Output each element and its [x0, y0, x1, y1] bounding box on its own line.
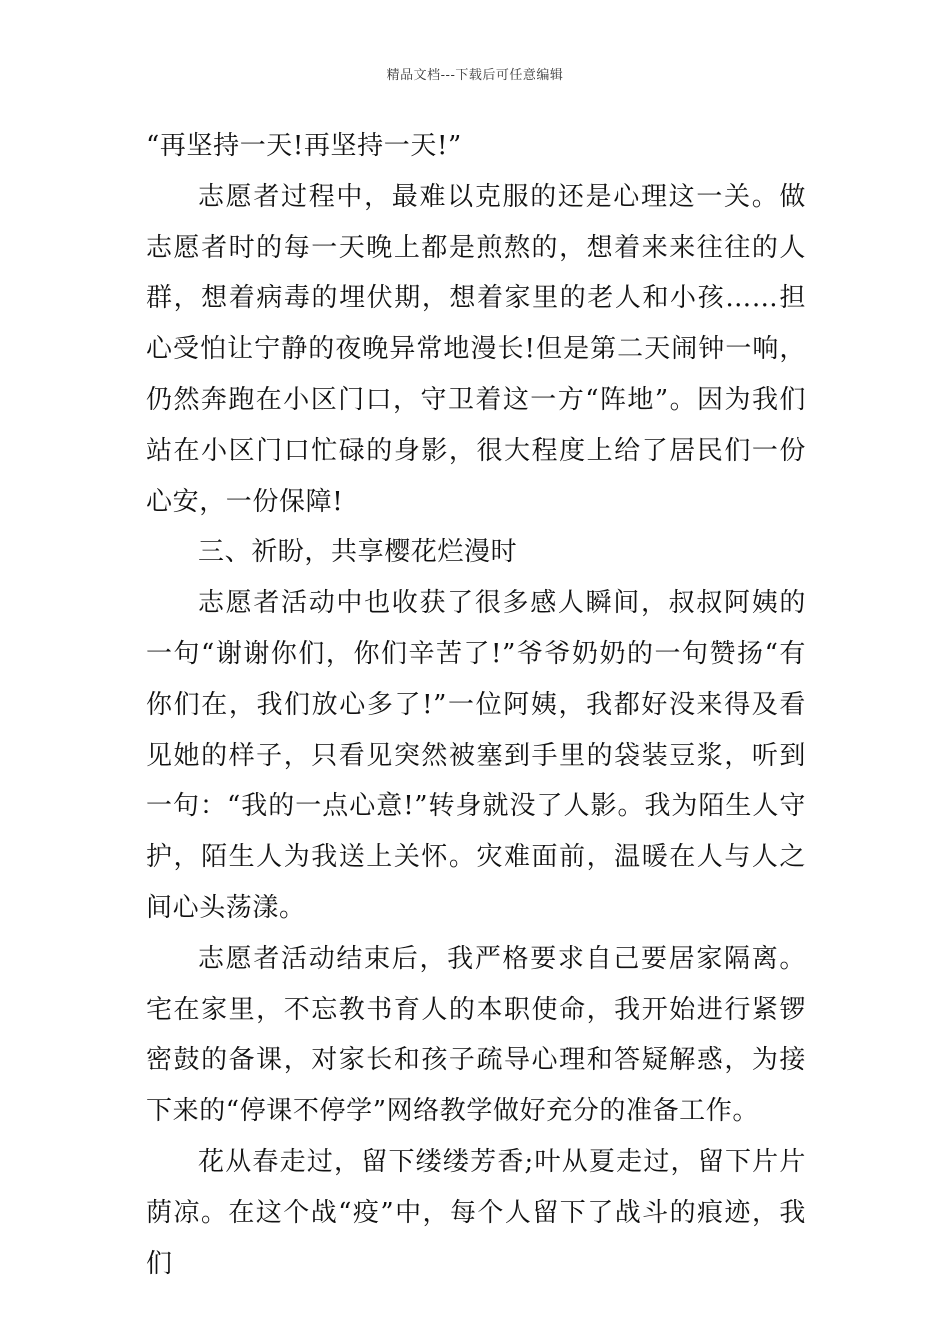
section-heading: 三、祈盼，共享樱花烂漫时: [198, 537, 518, 568]
document-body: [146, 121, 806, 1289]
paragraph-closing: 花从春走过，留下缕缕芳香;叶从夏走过，留下片片荫凉。在这个战“疫”中，每个人留下了战斗的痕迹，我们: [146, 1146, 806, 1279]
paragraph-touching-moments: 志愿者活动中也收获了很多感人瞬间，叔叔阿姨的一句“谢谢你们，你们辛苦了!”爷爷奶奶的一句赞扬“有你们在，我们放心多了!”一位阿姨，我都好没来得及看见她的样子，只看见突然被塞到手里的袋装豆浆，听到一句：“我的一点心意!”转身就没了人影。我为陌生人守护，陌生人为我送上关怀。灾难面前，温暖在人与人之间心头荡漾。: [146, 588, 806, 923]
paragraph-home-isolation: 志愿者活动结束后，我严格要求自己要居家隔离。宅在家里，不忘教书育人的本职使命，我开始进行紧锣密鼓的备课，对家长和孩子疏导心理和答疑解惑，为接下来的“停课不停学”网络教学做好充分的准备工作。: [146, 943, 806, 1127]
page-header: 精品文档---下载后可任意编辑: [386, 68, 564, 83]
paragraph-continuation: “再坚持一天!再坚持一天!”: [146, 131, 462, 161]
paragraph-psychological-challenge: 志愿者过程中，最难以克服的还是心理这一关。做志愿者时的每一天晚上都是煎熬的，想着来来往往的人群，想着病毒的埋伏期，想着家里的老人和小孩……担心受怕让宁静的夜晚异常地漫长!但是第二天闹钟一响，仍然奔跑在小区门口，守卫着这一方“阵地”。因为我们站在小区门口忙碌的身影，很大程度上给了居民们一份心安，一份保障!: [146, 181, 806, 517]
